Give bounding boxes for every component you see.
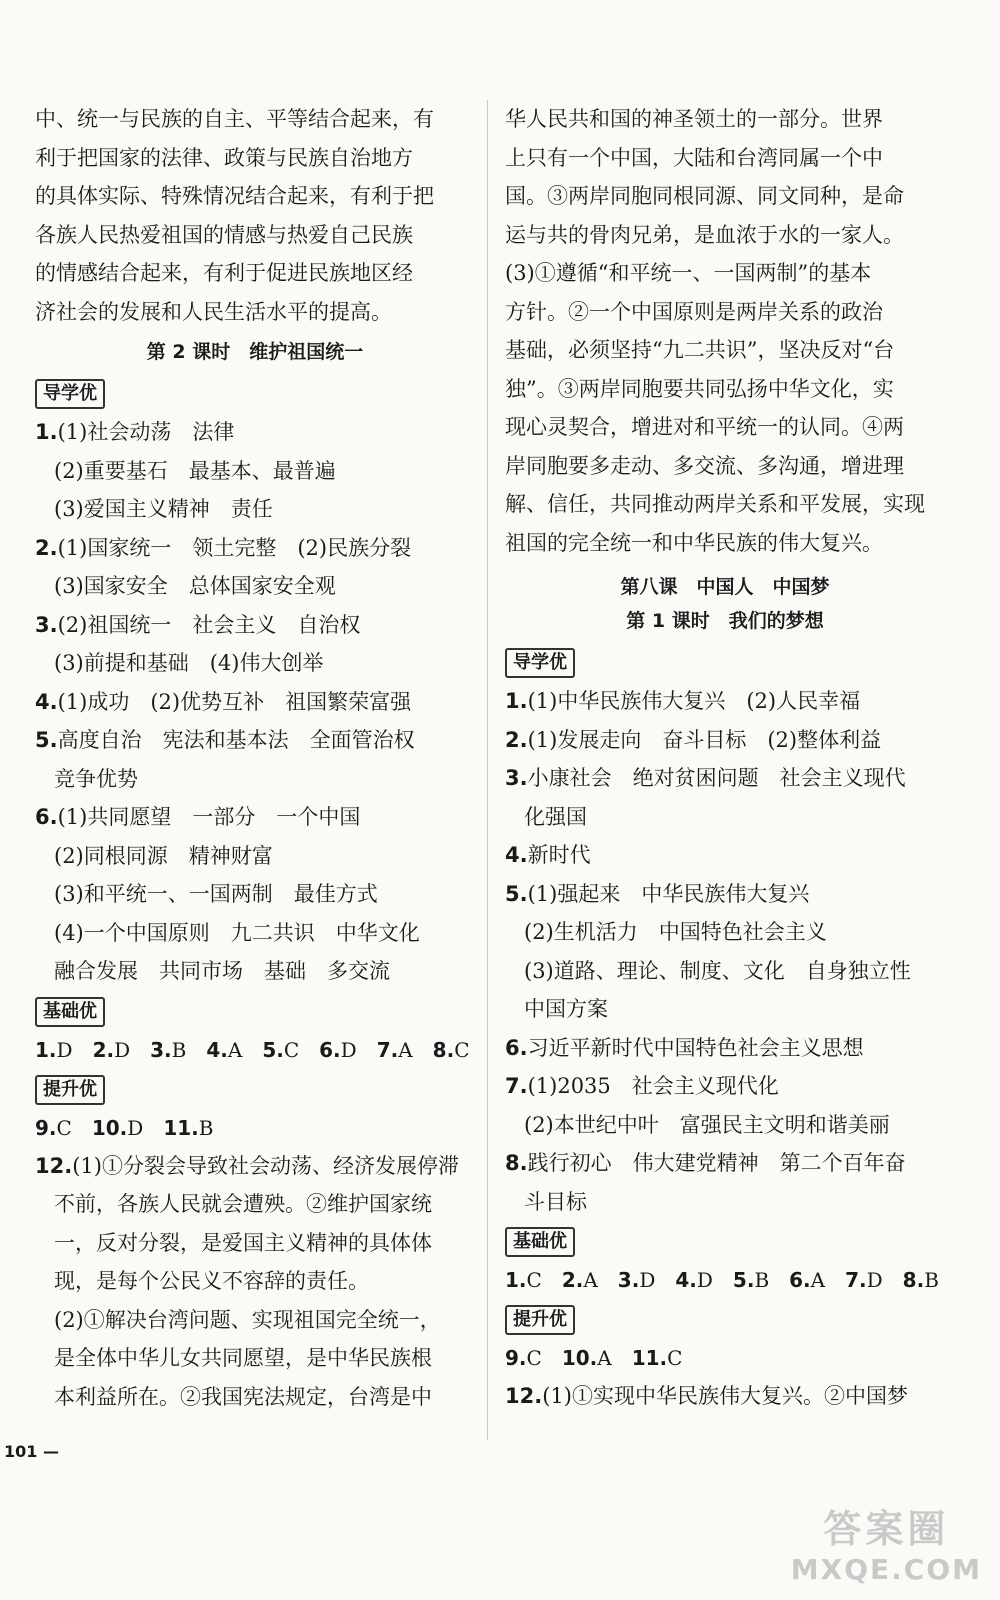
choice-answer: 11.C [631, 1346, 683, 1370]
answer-text: (2)重要基石 最基本、最普遍 [54, 458, 336, 483]
choice-answer: 5.C [262, 1037, 300, 1062]
answer-line [505, 798, 945, 837]
choice-answer: 2.D [92, 1037, 131, 1062]
choice-answer: 8.B [902, 1268, 939, 1292]
paragraph-line: 上只有一个中国，大陆和台湾同属一个中 [505, 145, 883, 170]
answer-line [35, 1147, 475, 1186]
answer-line [35, 1185, 475, 1224]
question-number: 12. [35, 1153, 73, 1178]
answer-text: (3)和平统一、一国两制 最佳方式 [54, 882, 378, 906]
paragraph-line: 的情感结合起来，有利于促进民族地区经 [35, 261, 413, 285]
jichu-answers-left [35, 1031, 475, 1069]
paragraph-line: (3)①遵循“和平统一、一国两制”的基本 [505, 261, 872, 285]
paragraph-line: 运与共的骨肉兄弟，是血浓于水的一家人。 [505, 222, 904, 247]
choice-answer: 1.D [35, 1037, 73, 1062]
question-number: 12. [505, 1384, 543, 1408]
question-number: 1. [35, 420, 58, 444]
answer-text: 不前，各族人民就会遭殃。②维护国家统 [54, 1192, 432, 1216]
paragraph-line: 祖国的完全统一和中华民族的伟大复兴。 [505, 530, 883, 555]
answer-line [35, 529, 475, 568]
answer-text: (1)①分裂会导致社会动荡、经济发展停滞 [72, 1153, 459, 1178]
choice-answer: 10.D [91, 1115, 144, 1140]
answer-text: (3)国家安全 总体国家安全观 [54, 574, 336, 598]
choice-answer: 3.D [617, 1268, 656, 1292]
lesson-title-left: 第 2 课时 维护祖国统一 [146, 341, 364, 363]
answer-line [35, 413, 475, 452]
left-column [35, 100, 475, 1416]
answer-text: 现，是每个公民义不容辞的责任。 [54, 1269, 369, 1293]
question-number: 2. [35, 535, 58, 560]
answer-line [35, 490, 475, 529]
section-tag-daoxue-right: 导学优 [505, 648, 575, 678]
choice-answer: 7.A [376, 1037, 413, 1062]
answer-text: 高度自治 宪法和基本法 全面管治权 [57, 728, 415, 752]
paragraph-line: 岸同胞要多走动、多交流、多沟通，增进理 [505, 453, 904, 478]
answer-line [505, 875, 945, 914]
answer-text: 竞争优势 [54, 766, 138, 791]
answer-line [35, 952, 475, 991]
answer-line [35, 644, 475, 683]
answer-text: (4)一个中国原则 九二共识 中华文化 [54, 920, 420, 945]
answer-text: 践行初心 伟大建党精神 第二个百年奋 [527, 1151, 906, 1175]
answer-line [35, 606, 475, 645]
answer-text: (1)强起来 中华民族伟大复兴 [527, 881, 810, 906]
choice-answer: 6.D [319, 1037, 357, 1062]
unit-title: 第八课 中国人 中国梦 [620, 576, 830, 598]
answer-line [35, 760, 475, 799]
answer-line [35, 452, 475, 491]
watermark-top: 答案圈 [823, 1507, 950, 1551]
question-12-right [505, 1377, 945, 1416]
choice-answer: 1.C [505, 1268, 542, 1292]
answer-text: (2)①解决台湾问题、实现祖国完全统一， [54, 1307, 441, 1332]
section-tag-jichu-left: 基础优 [35, 997, 105, 1027]
question-number: 4. [505, 843, 528, 867]
column-divider [487, 100, 488, 1440]
choice-answer: 6.A [789, 1268, 826, 1292]
answer-text: 一，反对分裂，是爱国主义精神的具体体 [54, 1230, 432, 1255]
answer-text: (1)①实现中华民族伟大复兴。②中国梦 [542, 1384, 908, 1408]
right-continued-paragraph [505, 100, 945, 562]
question-number: 2. [505, 727, 528, 752]
answer-line [35, 721, 475, 760]
question-number: 6. [35, 805, 58, 829]
answer-line [35, 837, 475, 876]
choice-answer: 2.A [561, 1268, 598, 1292]
paragraph-line: 的具体实际、特殊情况结合起来，有利于把 [35, 184, 434, 208]
answer-line [35, 1224, 475, 1263]
answer-text: 融合发展 共同市场 基础 多交流 [54, 959, 390, 983]
choice-answer: 8.C [432, 1037, 470, 1062]
question-number: 7. [505, 1074, 528, 1098]
answer-line [35, 1378, 475, 1417]
answer-line [505, 1183, 945, 1222]
page-number: 101 — [4, 1442, 59, 1461]
answer-line [505, 682, 945, 721]
section-tag-tisheng-left: 提升优 [35, 1075, 105, 1105]
choice-answer: 11.B [163, 1115, 214, 1140]
answer-line [35, 1301, 475, 1340]
question-number: 4. [35, 689, 58, 714]
answer-text: 中国方案 [524, 997, 608, 1021]
daoxue-answers-left [35, 413, 475, 991]
answer-line [35, 683, 475, 722]
answer-line [505, 721, 945, 760]
section-tag-daoxue-left: 导学优 [35, 379, 105, 409]
answer-text: 小康社会 绝对贫困问题 社会主义现代 [527, 766, 906, 790]
paragraph-line: 现心灵契合，增进对和平统一的认同。④两 [505, 415, 904, 439]
question-number: 8. [505, 1151, 528, 1175]
answer-line [35, 798, 475, 837]
jichu-answers-right [505, 1261, 945, 1299]
answer-line [505, 1067, 945, 1106]
paragraph-line: 解、信任，共同推动两岸关系和平发展，实现 [505, 492, 925, 516]
answer-line [35, 914, 475, 953]
question-number: 3. [505, 766, 528, 790]
tisheng-answers-left [35, 1109, 475, 1147]
answer-line [505, 836, 945, 875]
answer-text: (1)共同愿望 一部分 一个中国 [57, 805, 361, 829]
question-number: 3. [35, 612, 58, 637]
answer-line [505, 1144, 945, 1183]
choice-answer: 9.C [505, 1346, 542, 1370]
answer-text: (2)本世纪中叶 富强民主文明和谐美丽 [524, 1112, 890, 1137]
tisheng-answers-right [505, 1339, 945, 1377]
answer-text: (2)祖国统一 社会主义 自治权 [57, 612, 361, 637]
lesson-title-right: 第 1 课时 我们的梦想 [626, 610, 824, 632]
answer-line [505, 1106, 945, 1145]
answer-text: (3)爱国主义精神 责任 [54, 497, 273, 521]
choice-answer: 4.A [206, 1037, 243, 1062]
section-tag-jichu-right: 基础优 [505, 1227, 575, 1257]
answer-line [35, 567, 475, 606]
section-tag-tisheng-right: 提升优 [505, 1305, 575, 1335]
paragraph-line: 基础，必须坚持“九二共识”，坚决反对“台 [505, 338, 895, 362]
choice-answer: 5.B [732, 1268, 770, 1292]
answer-line [505, 1029, 945, 1068]
answer-text: (3)前提和基础 (4)伟大创举 [54, 651, 324, 675]
answer-text: 是全体中华儿女共同愿望，是中华民族根 [54, 1346, 432, 1370]
answer-text: (1)成功 (2)优势互补 祖国繁荣富强 [57, 689, 412, 714]
answer-text: 习近平新时代中国特色社会主义思想 [527, 1035, 864, 1060]
watermark-logo [791, 1498, 982, 1586]
question-12-left [35, 1147, 475, 1417]
answer-line [35, 1339, 475, 1378]
paragraph-line: 各族人民热爱祖国的情感与热爱自己民族 [35, 222, 413, 247]
paragraph-line: 利于把国家的法律、政策与民族自治地方 [35, 145, 413, 170]
answer-text: 化强国 [524, 804, 587, 829]
answer-text: (1)社会动荡 法律 [57, 420, 235, 444]
paragraph-line: 方针。②一个中国原则是两岸关系的政治 [505, 299, 883, 324]
choice-answer: 3.B [150, 1037, 187, 1062]
paragraph-line: 独”。③两岸同胞要共同弘扬中华文化，实 [505, 376, 894, 401]
answer-text: 斗目标 [524, 1189, 587, 1214]
answer-text: 新时代 [527, 843, 591, 867]
choice-answer: 9.C [35, 1115, 72, 1140]
answer-line [505, 990, 945, 1029]
daoxue-answers-right [505, 682, 945, 1221]
question-number: 1. [505, 689, 528, 713]
answer-text: 本利益所在。②我国宪法规定，台湾是中 [54, 1384, 432, 1409]
answer-text: (3)道路、理论、制度、文化 自身独立性 [524, 958, 911, 983]
answer-line [505, 913, 945, 952]
question-number: 5. [35, 728, 58, 752]
watermark-bottom: MXQE.COM [790, 1553, 982, 1586]
paragraph-line: 华人民共和国的神圣领土的一部分。世界 [505, 107, 883, 131]
choice-answer: 4.D [675, 1268, 713, 1292]
answer-text: (1)2035 社会主义现代化 [527, 1074, 779, 1098]
question-number: 6. [505, 1035, 528, 1060]
left-intro-paragraph [35, 100, 475, 331]
answer-text: (1)国家统一 领土完整 (2)民族分裂 [57, 535, 412, 560]
question-number: 5. [505, 881, 528, 906]
choice-answer: 7.D [845, 1268, 883, 1292]
answer-text: (2)生机活力 中国特色社会主义 [524, 920, 827, 944]
paragraph-line: 济社会的发展和人民生活水平的提高。 [35, 299, 392, 324]
answer-line [505, 759, 945, 798]
right-column [505, 100, 945, 1416]
answer-text: (2)同根同源 精神财富 [54, 843, 273, 868]
paragraph-line: 中、统一与民族的自主、平等结合起来，有 [35, 107, 434, 131]
choice-answer: 10.A [561, 1346, 612, 1370]
answer-line [35, 1262, 475, 1301]
answer-line [35, 875, 475, 914]
paragraph-line: 国。③两岸同胞同根同源、同文同种，是命 [505, 184, 904, 208]
answer-text: (1)发展走向 奋斗目标 (2)整体利益 [527, 727, 882, 752]
answer-line [505, 1377, 945, 1416]
answer-line [505, 952, 945, 991]
answer-text: (1)中华民族伟大复兴 (2)人民幸福 [527, 689, 861, 713]
